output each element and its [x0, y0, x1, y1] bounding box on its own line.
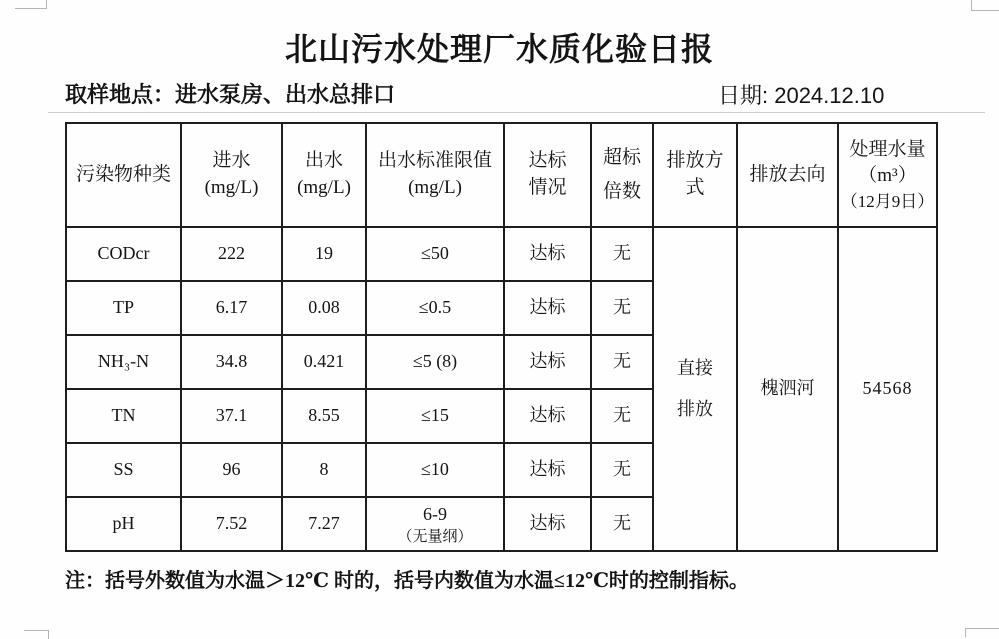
cell-limit: ≤10 — [366, 443, 504, 497]
table-row-codcr — [66, 227, 937, 281]
cell-pollutant-name: CODcr — [66, 227, 181, 281]
cell-effluent: 7.27 — [282, 497, 366, 551]
cell-limit: ≤50 — [366, 227, 504, 281]
cell-pollutant-name: SS — [66, 443, 181, 497]
header-row — [66, 123, 937, 227]
report-date: 日期: 2024.12.10 — [718, 83, 885, 108]
cell-limit: ≤5 (8) — [366, 335, 504, 389]
cell-limit: ≤0.5 — [366, 281, 504, 335]
cell-destination: 槐泗河 — [737, 227, 838, 551]
cell-influent: 222 — [181, 227, 282, 281]
cell-effluent: 19 — [282, 227, 366, 281]
cell-volume: 54568 — [838, 227, 937, 551]
cell-compliance: 达标 — [504, 227, 591, 281]
cell-compliance: 达标 — [504, 281, 591, 335]
cell-effluent: 8 — [282, 443, 366, 497]
cell-pollutant-name: TP — [66, 281, 181, 335]
cell-compliance: 达标 — [504, 497, 591, 551]
cell-exceed: 无 — [591, 389, 653, 443]
cell-pollutant-name: NH₃-N — [66, 335, 181, 389]
cell-exceed: 无 — [591, 443, 653, 497]
cell-influent: 7.52 — [181, 497, 282, 551]
cell-influent: 6.17 — [181, 281, 282, 335]
col-header-volume: 处理水量 （m³） （12月9日） — [838, 123, 937, 227]
cell-limit: ≤15 — [366, 389, 504, 443]
col-header-exceed: 超标 倍数 — [591, 123, 653, 227]
cell-discharge-mode: 直接 排放 — [653, 227, 737, 551]
corner-mark-bottom-left — [24, 630, 49, 639]
cell-effluent: 0.421 — [282, 335, 366, 389]
text-boundary-line — [48, 112, 985, 113]
cell-exceed: 无 — [591, 497, 653, 551]
cell-influent: 37.1 — [181, 389, 282, 443]
col-header-limit: 出水标准限值 (mg/L) — [366, 123, 504, 227]
col-header-destination: 排放去向 — [737, 123, 838, 227]
corner-mark-bottom-right — [965, 628, 999, 637]
cell-limit: 6-9 （无量纲） — [366, 497, 504, 551]
cell-compliance: 达标 — [504, 335, 591, 389]
col-header-compliance: 达标 情况 — [504, 123, 591, 227]
page-title: 北山污水处理厂水质化验日报 — [284, 31, 714, 67]
corner-mark-top-left — [15, 0, 47, 9]
sampling-location: 取样地点：进水泵房、出水总排口 — [65, 82, 396, 107]
col-header-influent: 进水 (mg/L) — [181, 123, 282, 227]
col-header-effluent: 出水 (mg/L) — [282, 123, 366, 227]
cell-exceed: 无 — [591, 227, 653, 281]
cell-influent: 34.8 — [181, 335, 282, 389]
cell-exceed: 无 — [591, 335, 653, 389]
cell-pollutant-name: TN — [66, 389, 181, 443]
cell-influent: 96 — [181, 443, 282, 497]
cell-effluent: 8.55 — [282, 389, 366, 443]
water-quality-table — [65, 122, 938, 552]
col-header-discharge-mode: 排放方 式 — [653, 123, 737, 227]
footnote: 注：括号外数值为水温＞12℃ 时的，括号内数值为水温≤12℃时的控制指标。 — [65, 570, 749, 592]
corner-mark-top-right — [971, 0, 999, 11]
cell-pollutant-name: pH — [66, 497, 181, 551]
cell-effluent: 0.08 — [282, 281, 366, 335]
col-header-pollutant: 污染物种类 — [66, 123, 181, 227]
cell-compliance: 达标 — [504, 389, 591, 443]
cell-exceed: 无 — [591, 281, 653, 335]
cell-compliance: 达标 — [504, 443, 591, 497]
